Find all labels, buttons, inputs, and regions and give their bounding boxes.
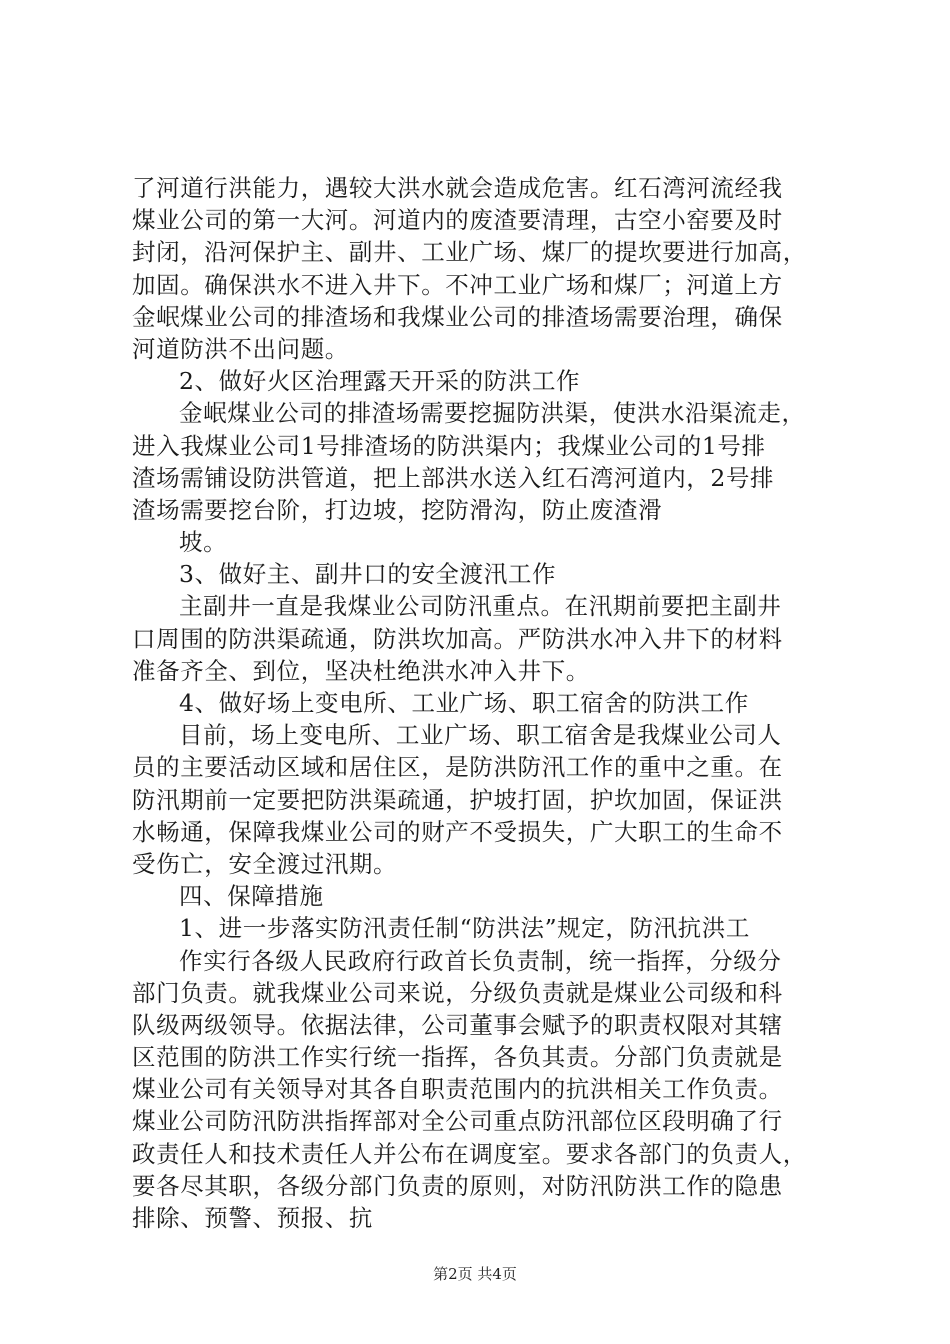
text-line: 煤业公司的第一大河。河道内的废渣要清理，古空小窑要及时 <box>132 206 783 235</box>
text-line: 目前，场上变电所、工业广场、职工宿舍是我煤业公司人 <box>179 721 782 750</box>
text-line: 排除、预警、预报、抗 <box>132 1204 373 1232</box>
text-line: 2、做好火区治理露天开采的防洪工作 <box>179 367 581 396</box>
text-line: 政责任人和技术责任人并公布在调度室。要求各部门的负责人， <box>132 1139 807 1168</box>
text-line: 口周围的防洪渠疏通，防洪坎加高。严防洪水冲入井下的材料 <box>132 624 783 653</box>
text-line: 河道防洪不出问题。 <box>132 334 349 363</box>
text-line: 煤业公司有关领导对其各自职责范围内的抗洪相关工作负责。 <box>132 1075 783 1104</box>
text-line: 防汛期前一定要把防洪渠疏通，护坡打固，护坎加固，保证洪 <box>132 785 783 814</box>
text-line: 渣场需铺设防洪管道，把上部洪水送入红石湾河道内，2号排 <box>132 463 775 492</box>
text-line: 区范围的防洪工作实行统一指挥，各负其责。分部门负责就是 <box>132 1043 783 1072</box>
text-line: 4、做好场上变电所、工业广场、职工宿舍的防洪工作 <box>179 689 749 717</box>
text-line: 准备齐全、到位，坚决杜绝洪水冲入井下。 <box>132 656 590 685</box>
text-line: 作实行各级人民政府行政首长负责制，统一指挥，分级分 <box>179 946 782 975</box>
page-footer: 第2页 共4页 <box>433 1265 517 1283</box>
text-line: 部门负责。就我煤业公司来说，分级负责就是煤业公司级和科 <box>132 978 783 1007</box>
text-line: 主副井一直是我煤业公司防汛重点。在汛期前要把主副井 <box>179 592 782 621</box>
text-line: 四、保障措施 <box>179 882 324 911</box>
text-line: 金岷煤业公司的排渣场和我煤业公司的排渣场需要治理，确保 <box>132 302 783 331</box>
text-line: 了河道行洪能力，遇较大洪水就会造成危害。红石湾河流经我 <box>132 174 783 202</box>
text-line: 封闭，沿河保护主、副井、工业广场、煤厂的提坎要进行加高， <box>132 238 807 267</box>
text-line: 坡。 <box>179 528 228 557</box>
text-line: 员的主要活动区域和居住区，是防洪防汛工作的重中之重。在 <box>132 753 783 782</box>
text-line: 金岷煤业公司的排渣场需要挖掘防洪渠，使洪水沿渠流走， <box>179 399 806 428</box>
text-line: 3、做好主、副井口的安全渡汛工作 <box>179 560 557 589</box>
text-line: 加固。确保洪水不进入井下。不冲工业广场和煤厂；河道上方 <box>132 270 783 299</box>
text-line: 水畅通，保障我煤业公司的财产不受损失，广大职工的生命不 <box>132 817 783 846</box>
text-line: 受伤亡，安全渡过汛期。 <box>132 849 398 878</box>
text-line: 渣场需要挖台阶，打边坡，挖防滑沟，防止废渣滑 <box>132 495 663 524</box>
text-line: 煤业公司防汛防洪指挥部对全公司重点防汛部位区段明确了行 <box>132 1107 783 1136</box>
text-line: 要各尽其职，各级分部门负责的原则，对防汛防洪工作的隐患 <box>132 1171 783 1200</box>
document-body <box>132 172 832 1234</box>
text-line: 队级两级领导。依据法律，公司董事会赋予的职责权限对其辖 <box>132 1010 783 1039</box>
text-line: 进入我煤业公司1号排渣场的防洪渠内；我煤业公司的1号排 <box>132 431 766 460</box>
text-line: 1、进一步落实防汛责任制“防洪法”规定，防汛抗洪工 <box>179 914 750 943</box>
